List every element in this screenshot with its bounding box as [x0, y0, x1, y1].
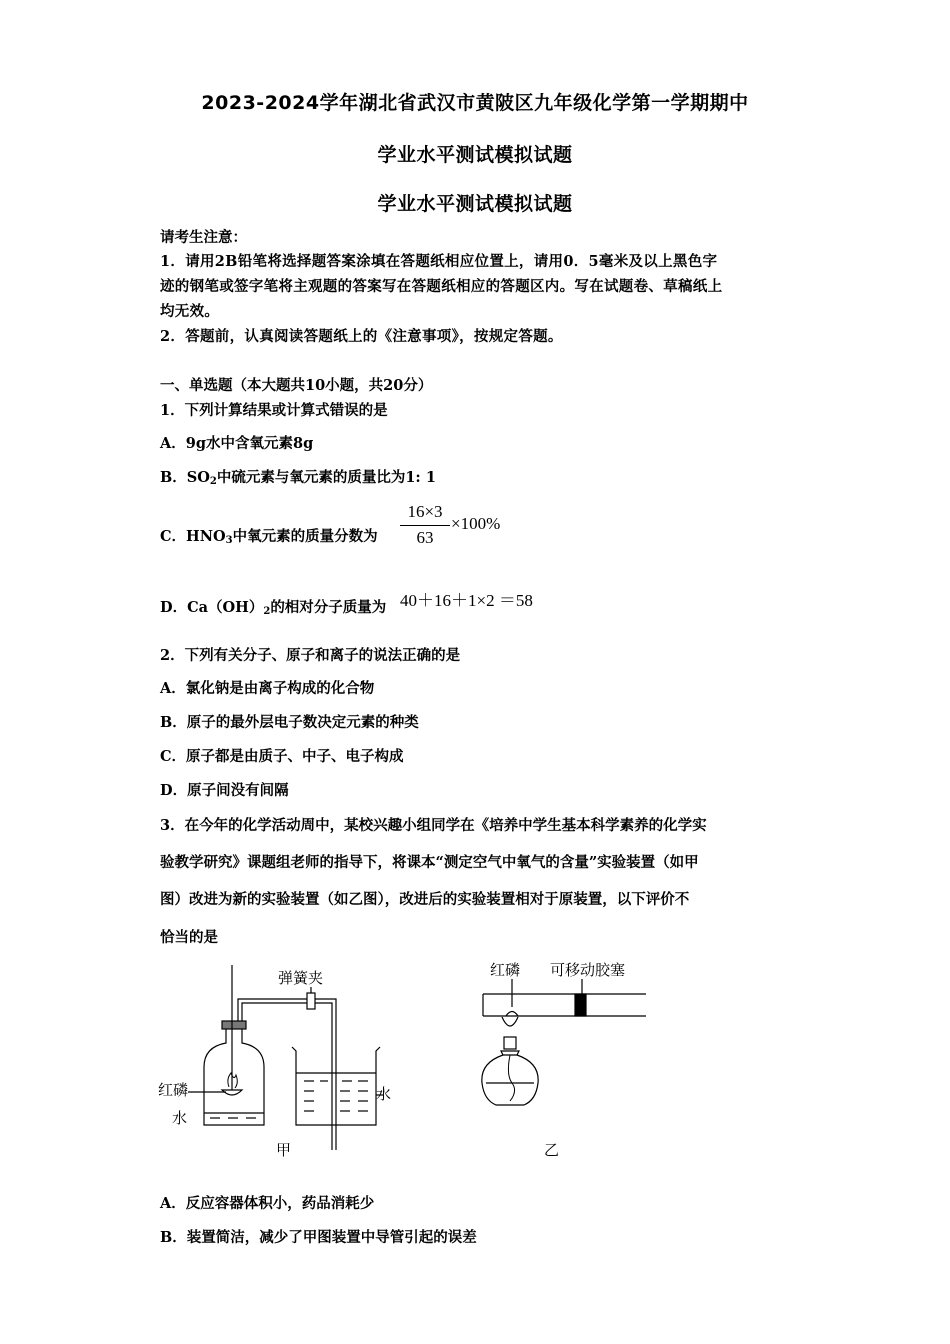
q3-figure [150, 955, 670, 1170]
apparatus-jia [188, 965, 384, 1150]
notice-item-1-line-3: 均无效。 [160, 303, 220, 320]
q3-option-b: B．装置简洁，减少了甲图装置中导管引起的误差 [160, 1229, 477, 1246]
q3-stem-line-3: 图）改进为新的实验装置（如乙图），改进后的实验装置相对于原装置，以下评价不 [160, 891, 690, 908]
q3-stem-line-4: 恰当的是 [160, 929, 218, 946]
q1-stem: 1．下列计算结果或计算式错误的是 [160, 402, 388, 419]
notice-item-1-line-1: 1．请用2B铅笔将选择题答案涂填在答题纸相应位置上，请用0．5毫米及以上黑色字 [160, 253, 718, 270]
label-spring-clip: 弹簧夹 [278, 969, 324, 987]
title-line-2: 学业水平测试模拟试题 [377, 144, 573, 166]
q2-option-b: B．原子的最外层电子数决定元素的种类 [160, 714, 419, 731]
q1-option-b: B．$SO_2$中硫元素与氧元素的质量比为1: 1 [160, 469, 436, 487]
q1-c-denominator: 63 [416, 528, 434, 547]
label-red-phosphorus-yi: 红磷 [490, 961, 521, 979]
title-line-1: 2023-2024学年湖北省武汉市黄陂区九年级化学第一学期期中 [201, 92, 749, 114]
q2-stem: 2．下列有关分子、原子和离子的说法正确的是 [160, 647, 461, 664]
q1-c-fraction-bar [400, 525, 450, 526]
notice-heading: 请考生注意： [160, 229, 247, 246]
title-line-3: 学业水平测试模拟试题 [377, 193, 573, 215]
caption-yi: 乙 [544, 1141, 560, 1159]
q1-option-a: A．9g水中含氧元素8g [160, 435, 314, 452]
apparatus-yi [482, 979, 646, 1105]
q2-option-a: A．氯化钠是由离子构成的化合物 [160, 680, 375, 697]
q1-option-d: D．$Ca(OH)_2$的相对分子质量为 [160, 599, 387, 617]
q3-stem-line-2: 验教学研究》课题组老师的指导下，将课本“测定空气中氧气的含量”实验装置（如甲 [160, 854, 699, 871]
notice-item-2: 2．答题前，认真阅读答题纸上的《注意事项》，按规定答题。 [160, 328, 563, 345]
q1-d-expression: 40＋16＋1×2 ＝58 [400, 591, 533, 610]
q2-option-c: C．原子都是由质子、中子、电子构成 [160, 748, 404, 765]
label-water-beaker: 水 [376, 1085, 392, 1103]
q3-stem-line-1: 3．在今年的化学活动周中，某校兴趣小组同学在《培养中学生基本科学素养的化学实 [160, 817, 707, 834]
q3-option-a: A．反应容器体积小，药品消耗少 [160, 1195, 375, 1212]
q1-option-c: C．$HNO_3$中氧元素的质量分数为 [160, 528, 378, 546]
caption-jia: 甲 [276, 1141, 292, 1159]
q2-option-d: D．原子间没有间隔 [160, 782, 289, 799]
label-red-phosphorus-jia: 红磷 [158, 1081, 189, 1099]
notice-item-1-line-2: 迹的钢笔或签字笔将主观题的答案写在答题纸相应的答题区内。写在试题卷、草稿纸上 [160, 278, 723, 295]
section-heading: 一、单选题（本大题共10小题，共20分） [160, 377, 433, 394]
q1-c-tail: ×100% [451, 514, 501, 533]
label-movable-plug: 可移动胶塞 [550, 961, 626, 979]
q1-c-numerator: 16×3 [407, 502, 443, 521]
label-water-jar: 水 [172, 1109, 188, 1127]
